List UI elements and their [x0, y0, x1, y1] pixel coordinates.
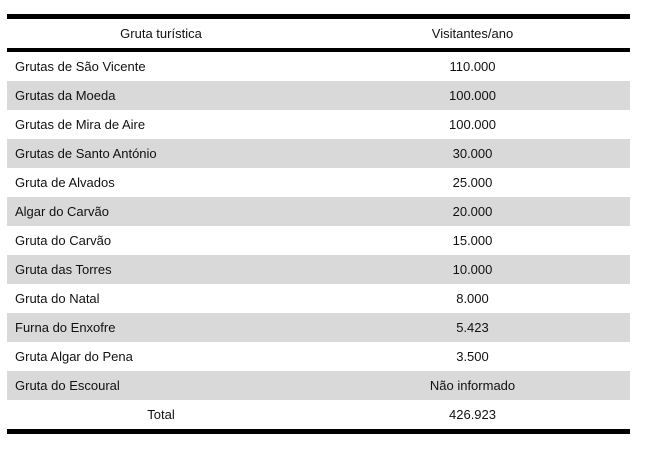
- header-cave: Gruta turística: [120, 26, 202, 41]
- visitors-value: 30.000: [315, 139, 630, 168]
- cave-name: Grutas de Mira de Aire: [15, 117, 146, 132]
- header-visitors: Visitantes/ano: [431, 26, 514, 41]
- visitors-value: 110.000: [449, 59, 496, 74]
- table-row: [7, 110, 630, 139]
- table-row: [7, 139, 630, 168]
- total-row: [7, 400, 630, 432]
- cave-name: Furna do Enxofre: [7, 313, 315, 342]
- header-row: [7, 17, 630, 51]
- cave-name: Gruta das Torres: [7, 255, 315, 284]
- visitors-value: 10.000: [315, 255, 630, 284]
- cave-name: Gruta Algar do Pena: [15, 349, 133, 364]
- total-value: 426.923: [449, 407, 496, 422]
- table-row: [7, 342, 630, 371]
- cave-name: Gruta do Escoural: [7, 371, 315, 400]
- table-row: [7, 197, 630, 226]
- table-row: [7, 284, 630, 313]
- cave-name: Grutas da Moeda: [7, 81, 315, 110]
- caves-visitors-table: [7, 14, 630, 434]
- visitors-value: 100.000: [315, 81, 630, 110]
- table-row: [7, 313, 630, 342]
- visitors-value: 20.000: [315, 197, 630, 226]
- visitors-value: 3.500: [456, 349, 489, 364]
- visitors-value: 25.000: [452, 175, 493, 190]
- table-row: [7, 50, 630, 81]
- table-row: [7, 81, 630, 110]
- table-row: [7, 255, 630, 284]
- table-row: [7, 168, 630, 197]
- cave-name: Algar do Carvão: [7, 197, 315, 226]
- visitors-value: Não informado: [315, 371, 630, 400]
- visitors-value: 15.000: [452, 233, 493, 248]
- cave-name: Grutas de Santo António: [7, 139, 315, 168]
- visitors-value: 8.000: [456, 291, 489, 306]
- visitors-value: 5.423: [315, 313, 630, 342]
- visitors-value: 100.000: [449, 117, 496, 132]
- cave-name: Gruta do Carvão: [15, 233, 112, 248]
- table-row: [7, 371, 630, 400]
- total-label: Total: [147, 407, 175, 422]
- cave-name: Gruta do Natal: [15, 291, 100, 306]
- cave-name: Grutas de São Vicente: [15, 59, 146, 74]
- table-row: [7, 226, 630, 255]
- cave-name: Gruta de Alvados: [15, 175, 115, 190]
